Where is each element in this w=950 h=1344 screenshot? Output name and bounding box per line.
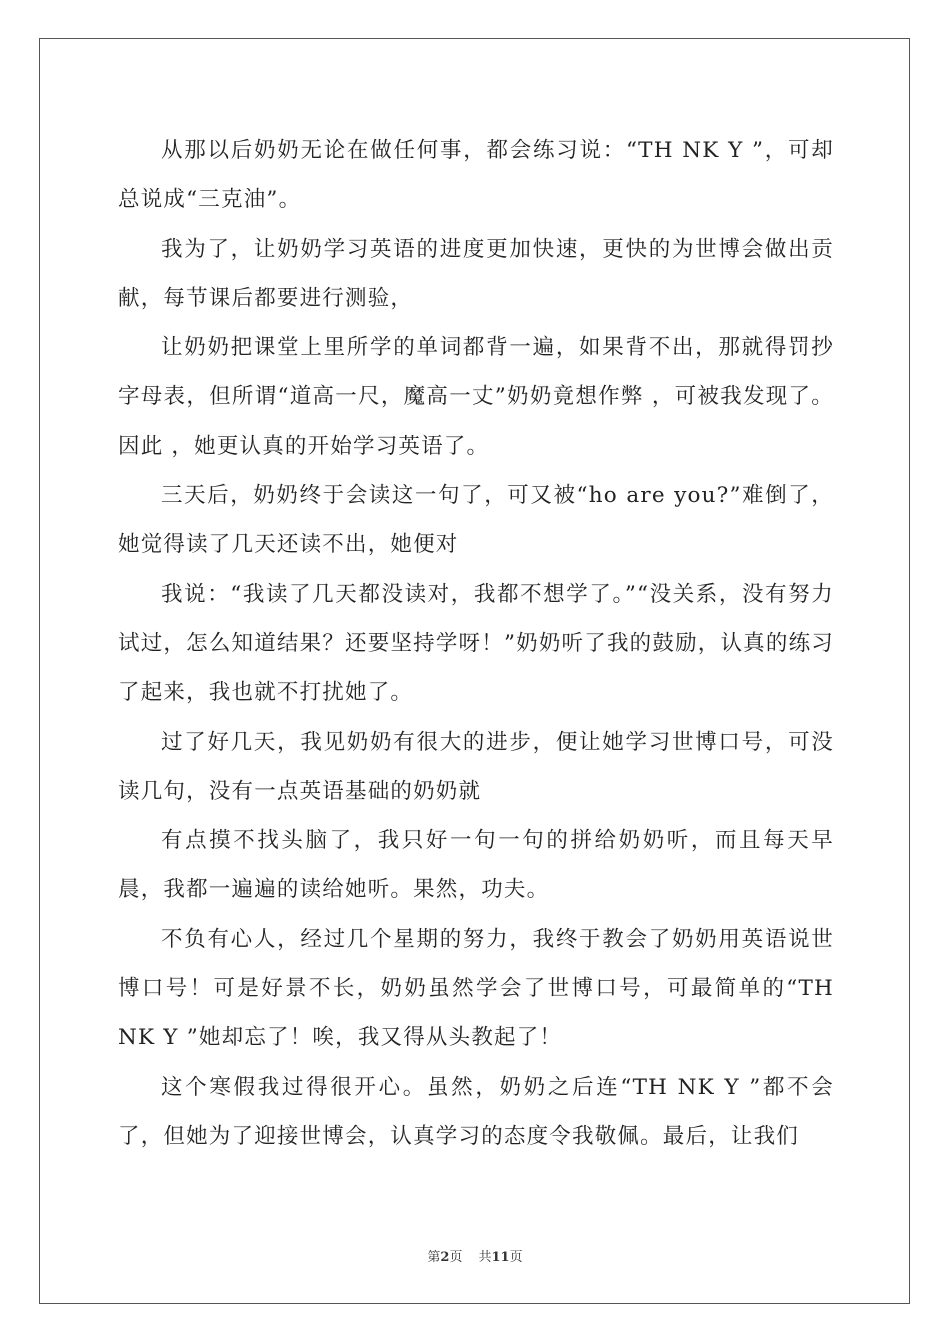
total-suffix: 页 <box>509 1250 523 1265</box>
paragraph: 从那以后奶奶无论在做任何事，都会练习说：“TH NK Y ”，可却总说成“三克油”。 <box>118 138 834 213</box>
total-pages: 11 <box>491 1250 510 1265</box>
page-number: 2 <box>440 1250 450 1265</box>
paragraph: 过了好几天，我见奶奶有很大的进步，便让她学习世博口号，可没读几句，没有一点英语基础的奶奶就 <box>118 729 834 804</box>
paragraph: 这个寒假我过得很开心。虽然，奶奶之后连“TH NK Y ”都不会了，但她为了迎接世博会，认真学习的态度令我敬佩。最后，让我们 <box>118 1074 834 1149</box>
document-body <box>118 126 834 1161</box>
paragraph: 我为了，让奶奶学习英语的进度更加快速，更快的为世博会做出贡献，每节课后都要进行测验， <box>118 236 834 311</box>
paragraph: 我说：“我读了几天都没读对，我都不想学了。”“没关系，没有努力试过，怎么知道结果？还要坚持学呀！”奶奶听了我的鼓励，认真的练习了起来，我也就不打扰她了。 <box>118 581 834 706</box>
paragraph: 三天后，奶奶终于会读这一句了，可又被“ho are you?”难倒了，她觉得读了几天还读不出，她便对 <box>118 483 834 558</box>
page-prefix: 第 <box>427 1250 441 1265</box>
total-prefix: 共 <box>478 1250 492 1265</box>
page-footer <box>0 1246 950 1265</box>
paragraph: 有点摸不找头脑了，我只好一句一句的拼给奶奶听，而且每天早晨，我都一遍遍的读给她听。果然，功夫。 <box>118 828 834 903</box>
paragraph: 让奶奶把课堂上里所学的单词都背一遍，如果背不出，那就得罚抄字母表，但所谓“道高一尺，魔高一丈”奶奶竟想作弊 ，可被我发现了。因此 ，她更认真的开始学习英语了。 <box>118 335 834 459</box>
page-suffix: 页 <box>449 1250 463 1265</box>
paragraph: 不负有心人，经过几个星期的努力，我终于教会了奶奶用英语说世博口号！可是好景不长，奶奶虽然学会了世博口号，可最简单的“TH NK Y ”她却忘了！唉，我又得从头教起了！ <box>118 926 834 1051</box>
